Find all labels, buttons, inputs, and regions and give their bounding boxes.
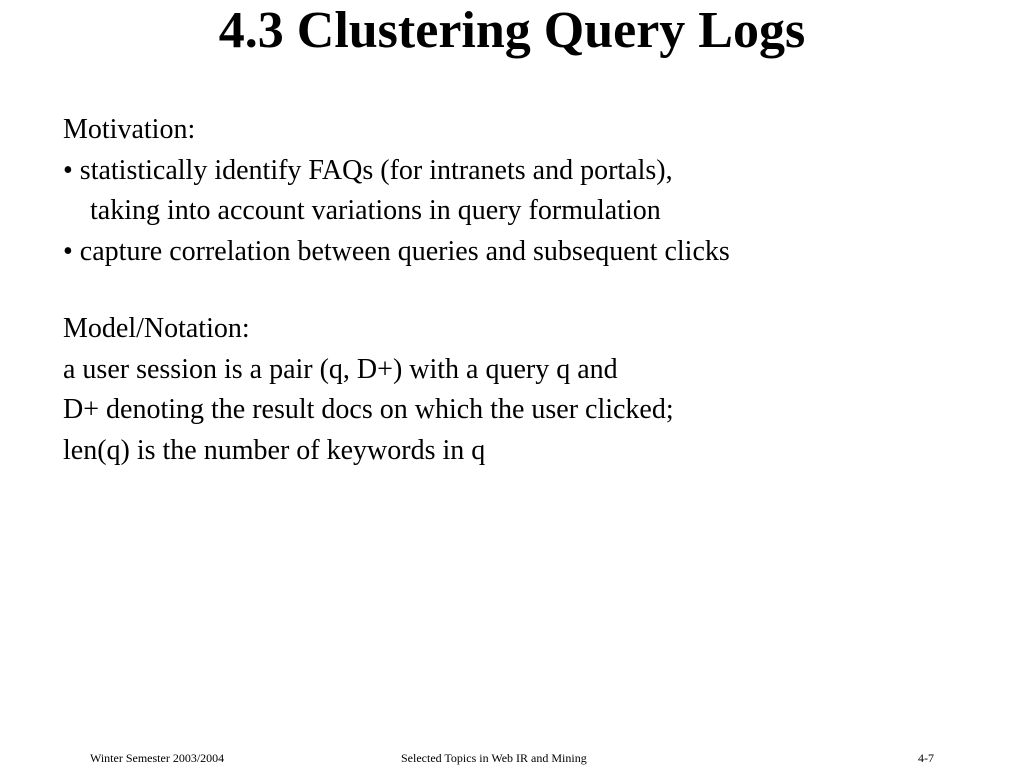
motivation-bullet-1-line-1: • statistically identify FAQs (for intranets and portals), [63,154,673,186]
footer-page-number: 4-7 [918,751,934,765]
footer-course-title: Selected Topics in Web IR and Mining [401,751,587,765]
footer-semester: Winter Semester 2003/2004 [90,751,225,765]
model-line-2: D+ denoting the result docs on which the user clicked; [63,394,674,425]
section-spacer [63,272,1003,309]
slide-title: 4.3 Clustering Query Logs [218,2,806,59]
model-line-3: len(q) is the number of keywords in q [63,434,486,466]
slide-footer [0,750,1024,766]
motivation-bullet-1-line-2: taking into account variations in query formulation [90,195,661,226]
motivation-heading: Motivation: [63,114,196,145]
model-line-1: a user session is a pair (q, D+) with a query q and [63,353,618,385]
model-heading: Model/Notation: [63,313,250,344]
motivation-bullet-2: • capture correlation between queries and subsequent clicks [63,235,730,267]
slide-body [63,110,1003,471]
